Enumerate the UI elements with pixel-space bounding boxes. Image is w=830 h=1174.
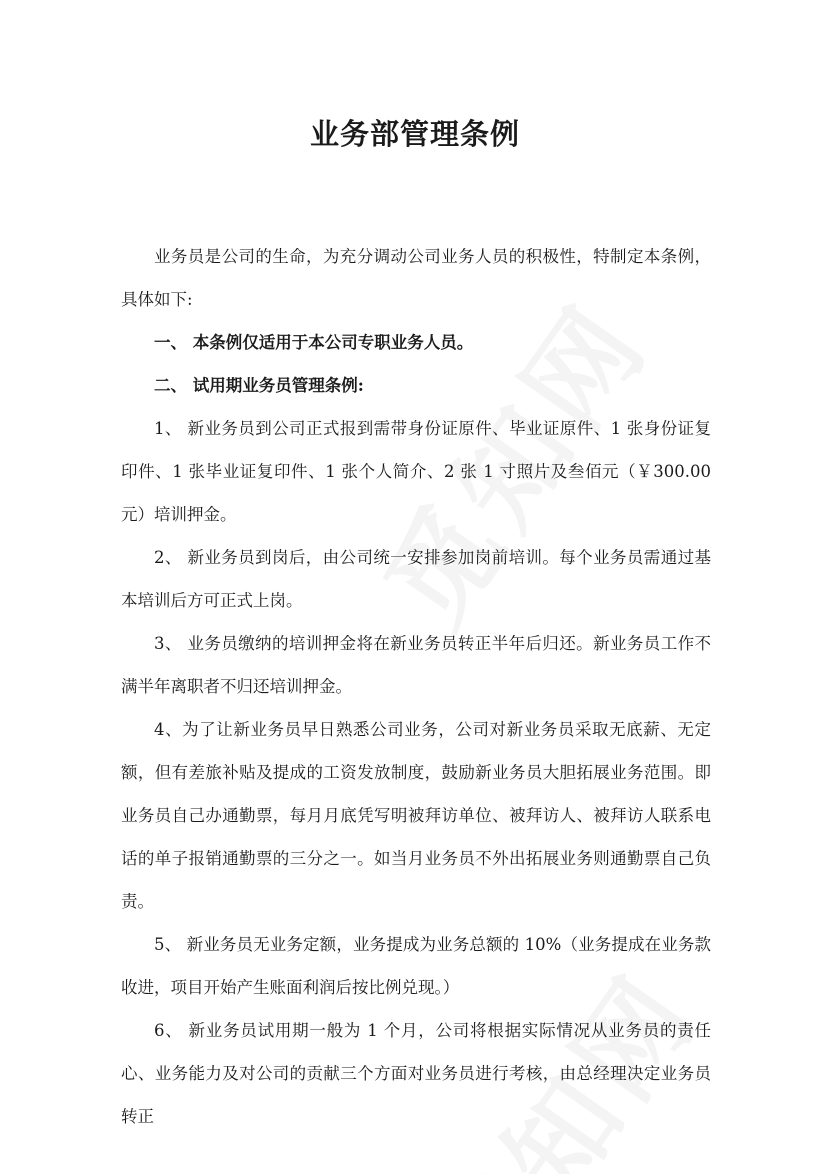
section-heading-2: 二、 试用期业务员管理条例: <box>154 376 364 395</box>
clause-paragraph-1: 1、 新业务员到公司正式报到需带身份证原件、毕业证原件、1 张身份证复印件、1 张毕业证复印件、1 张个人简介、2 张 1 寸照片及叁佰元（￥300.00 元）培训押金。 <box>121 419 711 524</box>
clause-paragraph-3: 3、 业务员缴纳的培训押金将在新业务员转正半年后归还。新业务员工作不满半年离职者不归还培训押金。 <box>121 634 711 696</box>
clause-paragraph-4: 4、为了让新业务员早日熟悉公司业务，公司对新业务员采取无底薪、无定额，但有差旅补贴及提成的工资发放制度，鼓励新业务员大胆拓展业务范围。即业务员自己办通勤票，每月月底凭写明被拜访单位、被拜访人、被拜访人联系电话的单子报销通勤票的三分之一。如当月业务员不外出拓展业务则通勤票自己负责。 <box>121 720 711 911</box>
intro-paragraph: 业务员是公司的生命，为充分调动公司业务人员的积极性，特制定本条例，具体如下: <box>121 247 711 309</box>
document-body <box>121 235 711 1138</box>
clause-paragraph-2: 2、 新业务员到岗后，由公司统一安排参加岗前培训。每个业务员需通过基本培训后方可正式上岗。 <box>121 548 711 610</box>
clause-paragraph-5: 5、 新业务员无业务定额，业务提成为业务总额的 10%（业务提成在业务款收进，项目开始产生账面利润后按比例兑现。） <box>121 935 711 997</box>
document-title: 业务部管理条例 <box>309 117 520 151</box>
clause-paragraph-6: 6、 新业务员试用期一般为 1 个月，公司将根据实际情况从业务员的责任心、业务能力及对公司的贡献三个方面对业务员进行考核，由总经理决定业务员转正 <box>121 1021 711 1126</box>
section-heading-1: 一、 本条例仅适用于本公司专职业务人员。 <box>154 333 474 352</box>
